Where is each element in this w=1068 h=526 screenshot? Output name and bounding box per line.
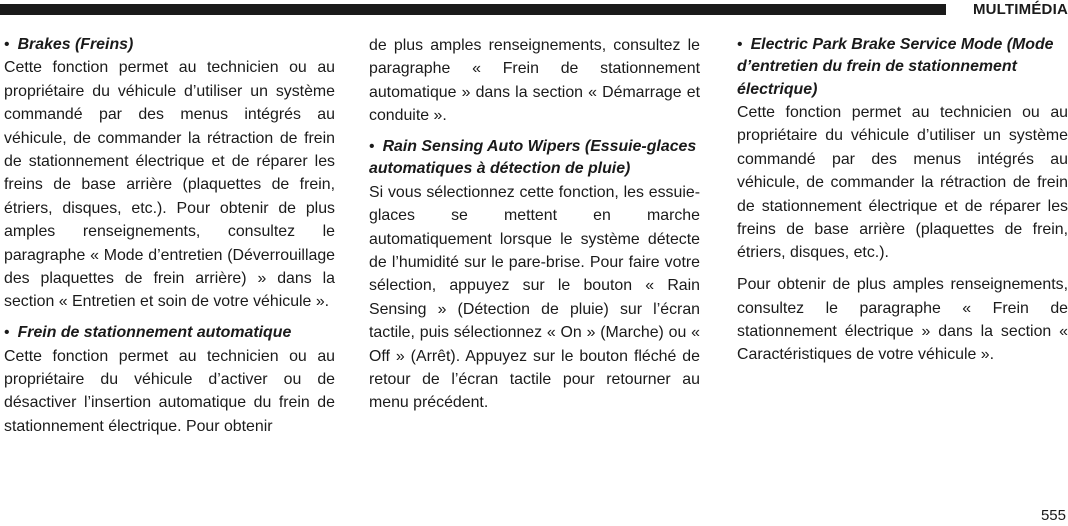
heading-text: Electric Park Brake Service Mode (Mode d’entretien du frein de stationnement électrique) (737, 36, 1054, 98)
heading-text: Brakes (Freins) (17, 36, 134, 53)
bullet-icon: • (4, 324, 10, 342)
column-middle (369, 34, 700, 423)
header-bar (0, 4, 946, 15)
paragraph-rain-sensing-wipers: Si vous sélectionnez cette fonction, les essuie-glaces se mettent en marche automatiquement lorsque le système détecte de l’humidité sur le pare-brise. Pour faire votre sélection, appuyez sur le bouton « Rain Sensing » (Détection de pluie) sur l’écran tactile, puis sélectionnez « On » (Marche) ou « Off » (Arrêt). Appuyez sur le bouton fléché de retour de l’écran tactile pour retourner au menu précédent. (369, 183, 700, 412)
column-left (4, 34, 335, 447)
page-number: 555 (1040, 507, 1066, 524)
heading-auto-park-brake (4, 322, 335, 344)
heading-text: Rain Sensing Auto Wipers (Essuie-glaces automatiques à détection de pluie) (369, 138, 697, 178)
heading-epb-service-mode (737, 34, 1068, 101)
heading-text: Frein de stationnement automatique (17, 324, 292, 342)
paragraph-epb-more-info: Pour obtenir de plus amples renseignements, consultez le paragraphe « Frein de stationnement électrique » dans la section « Caractéristiques de votre véhicule ». (737, 276, 1068, 364)
bullet-icon: • (369, 138, 375, 156)
column-right (737, 34, 1068, 375)
paragraph-auto-park-brake-continued: de plus amples renseignements, consultez le paragraphe « Frein de stationnement automatique » dans la section « Démarrage et conduite ». (369, 37, 700, 125)
bullet-icon: • (4, 36, 10, 53)
heading-rain-sensing-wipers (369, 136, 700, 181)
heading-brakes (4, 34, 335, 56)
paragraph-auto-park-brake: Cette fonction permet au technicien ou au propriétaire du véhicule d’activer ou de désactiver l’insertion automatique du frein de stationnement électrique. Pour obtenir (4, 347, 335, 435)
bullet-icon: • (737, 36, 743, 53)
paragraph-brakes: Cette fonction permet au technicien ou au propriétaire du véhicule d’utiliser un système commandé par des menus intégrés au véhicule, de commander la rétraction de frein de stationnement électrique et de réparer les freins de base arrière (plaquettes de frein, étriers, disques, etc.). Pour obtenir de plus amples renseignements, consultez le paragraphe « Mode d’entretien (Déverrouillage des plaquettes de frein arrière) » dans la section « Entretien et soin de votre véhicule ». (4, 59, 335, 311)
paragraph-epb-service-mode: Cette fonction permet au technicien ou au propriétaire du véhicule d’utiliser un système commandé par des menus intégrés au véhicule, de commander la rétraction de frein de stationnement électrique et de réparer les freins de base arrière (plaquettes de frein, étriers, disques, etc.). (737, 103, 1068, 262)
section-title: MULTIMÉDIA (972, 1, 1068, 18)
